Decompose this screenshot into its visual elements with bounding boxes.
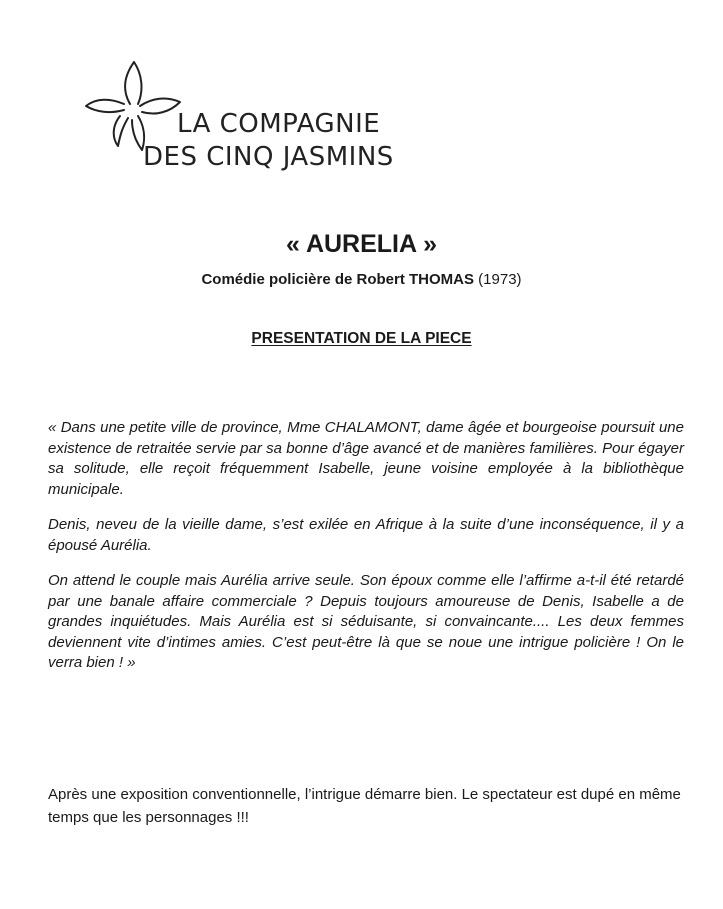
subtitle-main: Comédie policière de Robert THOMAS: [201, 271, 474, 288]
synopsis-paragraph: « Dans une petite ville de province, Mme CHALAMONT, dame âgée et bourgeoise poursuit une existence de retraitée servie par sa bonne d’âge avancé et de manières familières. Pour égayer sa solitude, elle reçoit fréquemment Isabelle, jeune voisine employée à la bibliothèque municipale.: [48, 419, 684, 498]
company-name: [143, 108, 394, 174]
closing-remark: Après une exposition conventionnelle, l’intrigue démarre bien. Le spectateur est dupé en même temps que les personnages !!!: [48, 786, 681, 826]
company-name-line1: LA COMPAGNIE: [177, 109, 381, 139]
play-title: « AURELIA »: [286, 230, 437, 258]
company-name-line2: DES CINQ JASMINS: [143, 142, 394, 172]
section-heading-text: PRESENTATION DE LA PIECE: [251, 330, 472, 347]
synopsis-paragraph: On attend le couple mais Aurélia arrive seule. Son époux comme elle l’affirme a-t-il été retardé par une banale affaire commerciale ? Depuis toujours amoureuse de Denis, Isabelle a de grandes inquiétudes. Mais Aurélia est si séduisante, si convaincante.... Les deux femmes deviennent vite d’intimes amies. C’est peut-être là que se noue une intrigue policière ! On le verra bien ! »: [48, 572, 684, 671]
play-subtitle: [0, 271, 723, 288]
section-heading: [0, 330, 723, 348]
synopsis-paragraph: Denis, neveu de la vieille dame, s’est exilée en Afrique à la suite d’une inconséquence, il y a épousé Aurélia.: [48, 516, 684, 554]
synopsis: [48, 418, 684, 689]
subtitle-year: (1973): [478, 271, 522, 288]
